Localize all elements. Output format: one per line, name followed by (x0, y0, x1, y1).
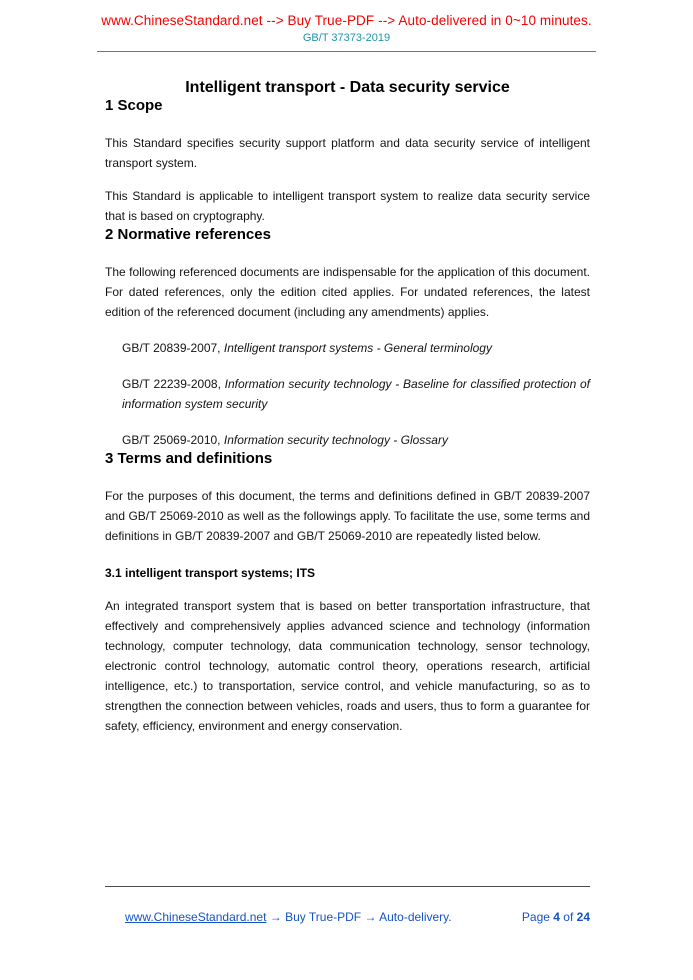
footer-site-link[interactable]: www.ChineseStandard.net (125, 910, 267, 924)
reference-code: GB/T 22239-2008, (122, 377, 225, 391)
header-divider (97, 51, 596, 52)
current-page-number: 4 (553, 910, 560, 924)
total-page-number: 24 (576, 910, 590, 924)
section-heading-terms-definitions: 3 Terms and definitions (105, 450, 273, 467)
reference-item (122, 430, 590, 450)
document-title: Intelligent transport - Data security service (185, 79, 510, 96)
reference-title: Information security technology - Baseline for classified protection of information system security (122, 377, 590, 411)
term-3-1-heading: 3.1 intelligent transport systems; ITS (105, 566, 316, 580)
promo-banner-link[interactable]: www.ChineseStandard.net --> Buy True-PDF --> Auto-delivered in 0~10 minutes. (101, 13, 592, 28)
page-header (0, 0, 693, 52)
standard-code: GB/T 37373-2019 (302, 32, 391, 44)
reference-item (122, 338, 590, 358)
scope-paragraph-1: This Standard specifies security support platform and data security service of intelligent transport system. (105, 136, 590, 170)
section-heading-normative-references: 2 Normative references (105, 226, 271, 243)
reference-code: GB/T 20839-2007, (122, 341, 224, 355)
footer-promo-text: → Buy True-PDF → Auto-delivery. (266, 910, 452, 924)
section-heading-scope: 1 Scope (105, 97, 163, 114)
reference-item (122, 374, 590, 414)
document-body (0, 79, 693, 736)
normative-intro-paragraph: The following referenced documents are indispensable for the application of this document. For dated references, only the edition cited applies. For undated references, the latest edition of the referenced document (including any amendments) applies. (105, 265, 590, 319)
scope-paragraph-2: This Standard is applicable to intelligent transport system to realize data security service that is based on cryptography. (105, 189, 590, 223)
page-footer (105, 886, 590, 938)
footer-left (105, 896, 452, 938)
term-3-1-definition: An integrated transport system that is based on better transportation infrastructure, that effectively and comprehensively applies advanced science and technology (information technology, computer technology, data communication technology, sensor technology, electronic control technology, automatic control theory, operations research, artificial intelligence, etc.) to transportation, service control, and vehicle manufacturing, so as to strengthen the connection between vehicles, roads and users, thus to form a guarantee for safety, efficiency, environment and energy conservation. (105, 599, 590, 733)
terms-intro-paragraph: For the purposes of this document, the terms and definitions defined in GB/T 20839-2007 and GB/T 25069-2010 as well as the followings apply. To facilitate the use, some terms and definitions in GB/T 20839-2007 and GB/T 25069-2010 are repeatedly listed below. (105, 489, 590, 543)
page-indicator-label: Page (521, 910, 554, 924)
reference-title: Intelligent transport systems - General terminology (223, 341, 492, 355)
page-indicator (502, 896, 590, 938)
page-indicator-of: of (559, 910, 577, 924)
reference-code: GB/T 25069-2010, (122, 433, 224, 447)
reference-title: Information security technology - Glossary (223, 433, 448, 447)
